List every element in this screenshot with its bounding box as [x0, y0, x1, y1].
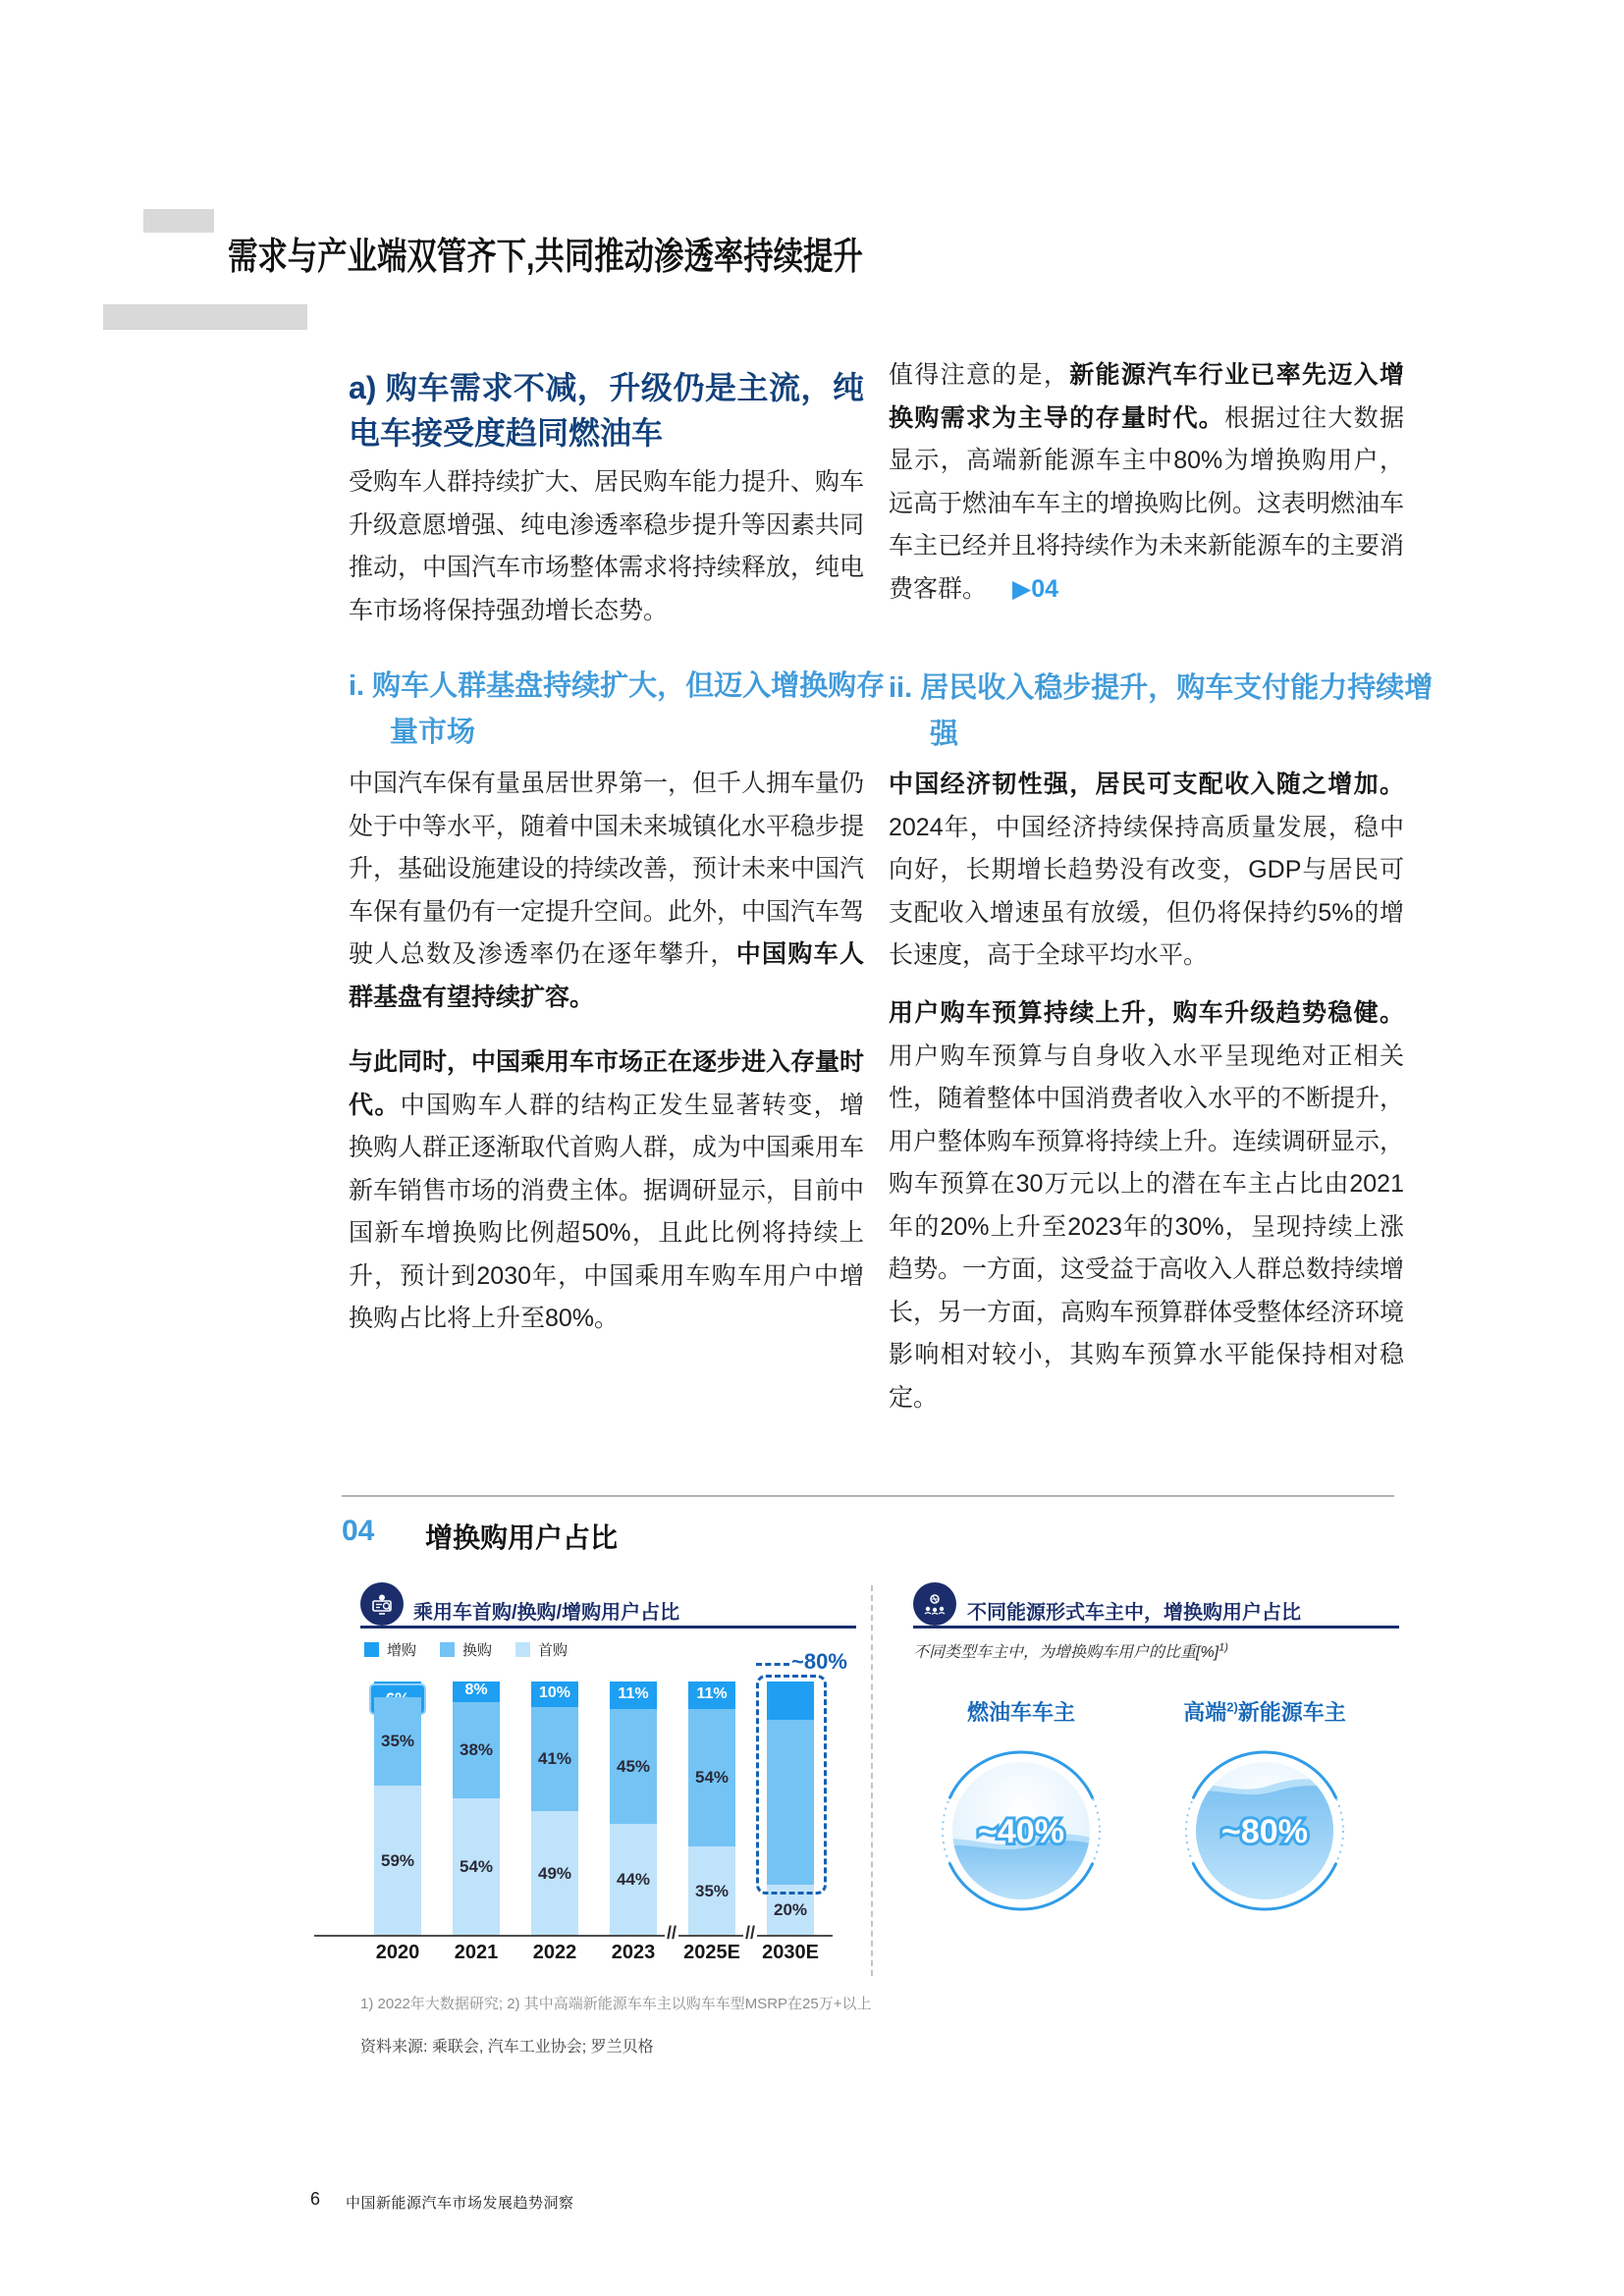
gauge-label-text: 高端	[1183, 1700, 1227, 1725]
page-title: 需求与产业端双管齐下,共同推动渗透率持续提升	[228, 237, 863, 279]
bar-value-label: 44%	[616, 1870, 651, 1890]
text-segment: 新能源汽车行业已率先迈入增换购需求为主导的存量时代。	[889, 361, 1404, 432]
bar-value-label: 41%	[537, 1748, 572, 1768]
bar-value-label: 45%	[616, 1756, 651, 1776]
x-axis-label: 2023	[611, 1942, 656, 1963]
gauge-chart-subtitle	[913, 1639, 1228, 1662]
bar-value-label: 54%	[694, 1768, 730, 1788]
paragraph-right-3	[889, 992, 1404, 1419]
decor-bar-2	[103, 304, 307, 330]
text-segment: 中国经济韧性强，居民可支配收入随之增加。	[889, 771, 1404, 798]
bar-value-label: 35%	[694, 1881, 730, 1900]
paragraph-left-1	[349, 461, 864, 632]
gauge-chart-rule	[913, 1626, 1399, 1629]
chart-panels-divider	[871, 1585, 873, 1976]
gauge-label	[1157, 1696, 1373, 1727]
gauge-svg	[938, 1747, 1105, 1914]
bar-chart-title: 乘用车首购/换购/增购用户占比	[413, 1602, 680, 1624]
paragraph-left-2	[349, 763, 864, 1019]
bar-value-label: 49%	[537, 1863, 572, 1883]
legend-label: 首购	[538, 1642, 568, 1659]
text-segment: 用户购车预算与自身收入水平呈现绝对正相关性，随着整体中国消费者收入水平的不断提升，用户整体购车预算将持续上升。连续调研显示，购车预算在30万元以上的潜在车主占比由2021年的20%上升至2023年的30%，呈现持续上涨趋势。一方面，这受益于高收入人群总数持续增长，另一方面，高购车预算群体受整体经济环境影响相对较小，其购车预算水平能保持相对稳定。	[889, 1041, 1405, 1412]
x-axis-label: 2022	[532, 1942, 577, 1963]
exhibit-title: 增换购用户占比	[425, 1522, 619, 1553]
annotation-label: ~80%	[791, 1649, 847, 1674]
gauge-value: ~80%	[1221, 1813, 1308, 1850]
section-ii-heading: ii. 居民收入稳步提升，购车支付能力持续增强	[889, 672, 1434, 750]
bar-value-label: 59%	[380, 1850, 415, 1870]
paragraph-left-3	[349, 1041, 864, 1341]
exhibit-divider-line	[342, 1495, 1394, 1497]
bar-chart-rule	[360, 1626, 856, 1629]
x-axis-label: 2020	[375, 1942, 420, 1963]
text-segment: 受购车人群持续扩大、居民购车能力提升、购车升级意愿增强、纯电渗透率稳步提升等因素共同推动，中国汽车市场整体需求将持续释放，纯电车市场将保持强劲增长态势。	[349, 468, 865, 624]
owners-chart-icon	[913, 1582, 956, 1626]
people-globe-icon	[921, 1590, 948, 1618]
gauge-label-text: 新能源车主	[1237, 1700, 1346, 1725]
paragraph-right-2	[889, 764, 1404, 978]
text-segment: 中国汽车保有量虽居世界第一，但千人拥车量仍处于中等水平，随着中国未来城镇化水平稳步提升，基础设施建设的持续改善，预计未来中国汽车保有量仍有一定提升空间。此外，中国汽车驾驶人总数及渗透率仍在逐年攀升，	[349, 770, 865, 968]
page-number: 6	[310, 2189, 321, 2209]
axis-break-mark: //	[667, 1923, 677, 1943]
text-segment: 2024年，中国经济持续保持高质量发展，稳中向好，长期增长趋势没有改变，GDP与居民可支配收入增速虽有放缓，但仍将保持约5%的增长速度，高于全球平均水平。	[889, 813, 1404, 969]
gauge-circles	[913, 1696, 1399, 1961]
x-axis-label: 2021	[454, 1942, 499, 1963]
text-segment: 与此同时，中国乘用车市场正在逐步进入存量时代。	[349, 1048, 865, 1119]
bar-value-label: 35%	[380, 1731, 415, 1750]
gauge-circle	[1181, 1747, 1348, 1914]
gauge-label	[913, 1696, 1129, 1727]
footer-title: 中国新能源汽车市场发展趋势洞察	[346, 2195, 574, 2212]
gauge-subtitle-text: 不同类型车主中，为增换购车用户的比重[%]	[913, 1644, 1219, 1661]
gauge-chart-title: 不同能源形式车主中，增换购用户占比	[967, 1602, 1301, 1624]
text-segment: 中国购车人群的结构正发生显著转变，增换购人群正逐渐取代首购人群，成为中国乘用车新车销售市场的消费主体。据调研显示，目前中国新车增换购比例超50%，且此比例将持续上升，预计到2030年，中国乘用车购车用户中增换购占比将上升至80%。	[349, 1091, 865, 1332]
x-axis-label: 2030E	[762, 1942, 819, 1963]
legend-label: 换购	[462, 1642, 493, 1659]
bar-value-label: 54%	[459, 1857, 494, 1877]
legend-label: 增购	[387, 1642, 417, 1659]
exhibit-footnote: 1) 2022年大数据研究; 2) 其中高端新能源车车主以购车车型MSRP在25万+以上	[360, 1996, 872, 2012]
gauge-value: ~40%	[978, 1813, 1064, 1850]
exhibit-reference-link[interactable]: ▶04	[1012, 574, 1059, 603]
text-segment: 值得注意的是，	[889, 361, 1070, 389]
car-purchase-chart-icon	[360, 1582, 404, 1626]
bar-value-label: 11%	[618, 1685, 649, 1703]
gauge-svg	[1181, 1747, 1348, 1914]
annotation-dashed-line	[756, 1663, 789, 1666]
paragraph-right-1	[889, 354, 1404, 611]
exhibit-number: 04	[342, 1515, 375, 1547]
bar-value-label: 11%	[696, 1685, 728, 1703]
section-a-heading: a) 购车需求不减，升级仍是主流，纯电车接受度趋同燃油车	[349, 370, 864, 451]
section-i-heading: i. 购车人群基盘持续扩大，但迈入增换购存量市场	[349, 670, 886, 748]
text-segment: 根据过往大数据显示，高端新能源车主中80%为增换购用户，远高于燃油车车主的增换购比例。这表明燃油车车主已经并且将持续作为未来新能源车的主要消费客群。	[889, 403, 1405, 603]
x-axis-label: 2025E	[683, 1942, 740, 1963]
text-segment: 用户购车预算持续上升，购车升级趋势稳健。	[889, 999, 1404, 1027]
stacked-bar-chart	[314, 1639, 864, 1983]
gauge-label-text: 燃油车车主	[966, 1700, 1075, 1725]
footnote-ref: 2)	[1226, 1699, 1238, 1715]
forecast-dashed-box	[756, 1675, 827, 1895]
bar-value-label: 10%	[538, 1683, 571, 1701]
gauge-circle	[938, 1747, 1105, 1914]
axis-break-mark: //	[745, 1923, 756, 1943]
text-segment: 中国购车人群基盘有望持续扩容。	[349, 940, 864, 1011]
gauge-subtitle-footnote-ref: 1)	[1218, 1641, 1228, 1654]
bar-value-label: 8%	[464, 1682, 488, 1699]
bar-value-label: 38%	[459, 1739, 494, 1759]
exhibit-source: 资料来源: 乘联会, 汽车工业协会; 罗兰贝格	[360, 2039, 654, 2056]
monitor-person-icon	[368, 1590, 396, 1618]
decor-bar-1	[143, 209, 214, 233]
bar-value-label: 20%	[773, 1900, 808, 1920]
